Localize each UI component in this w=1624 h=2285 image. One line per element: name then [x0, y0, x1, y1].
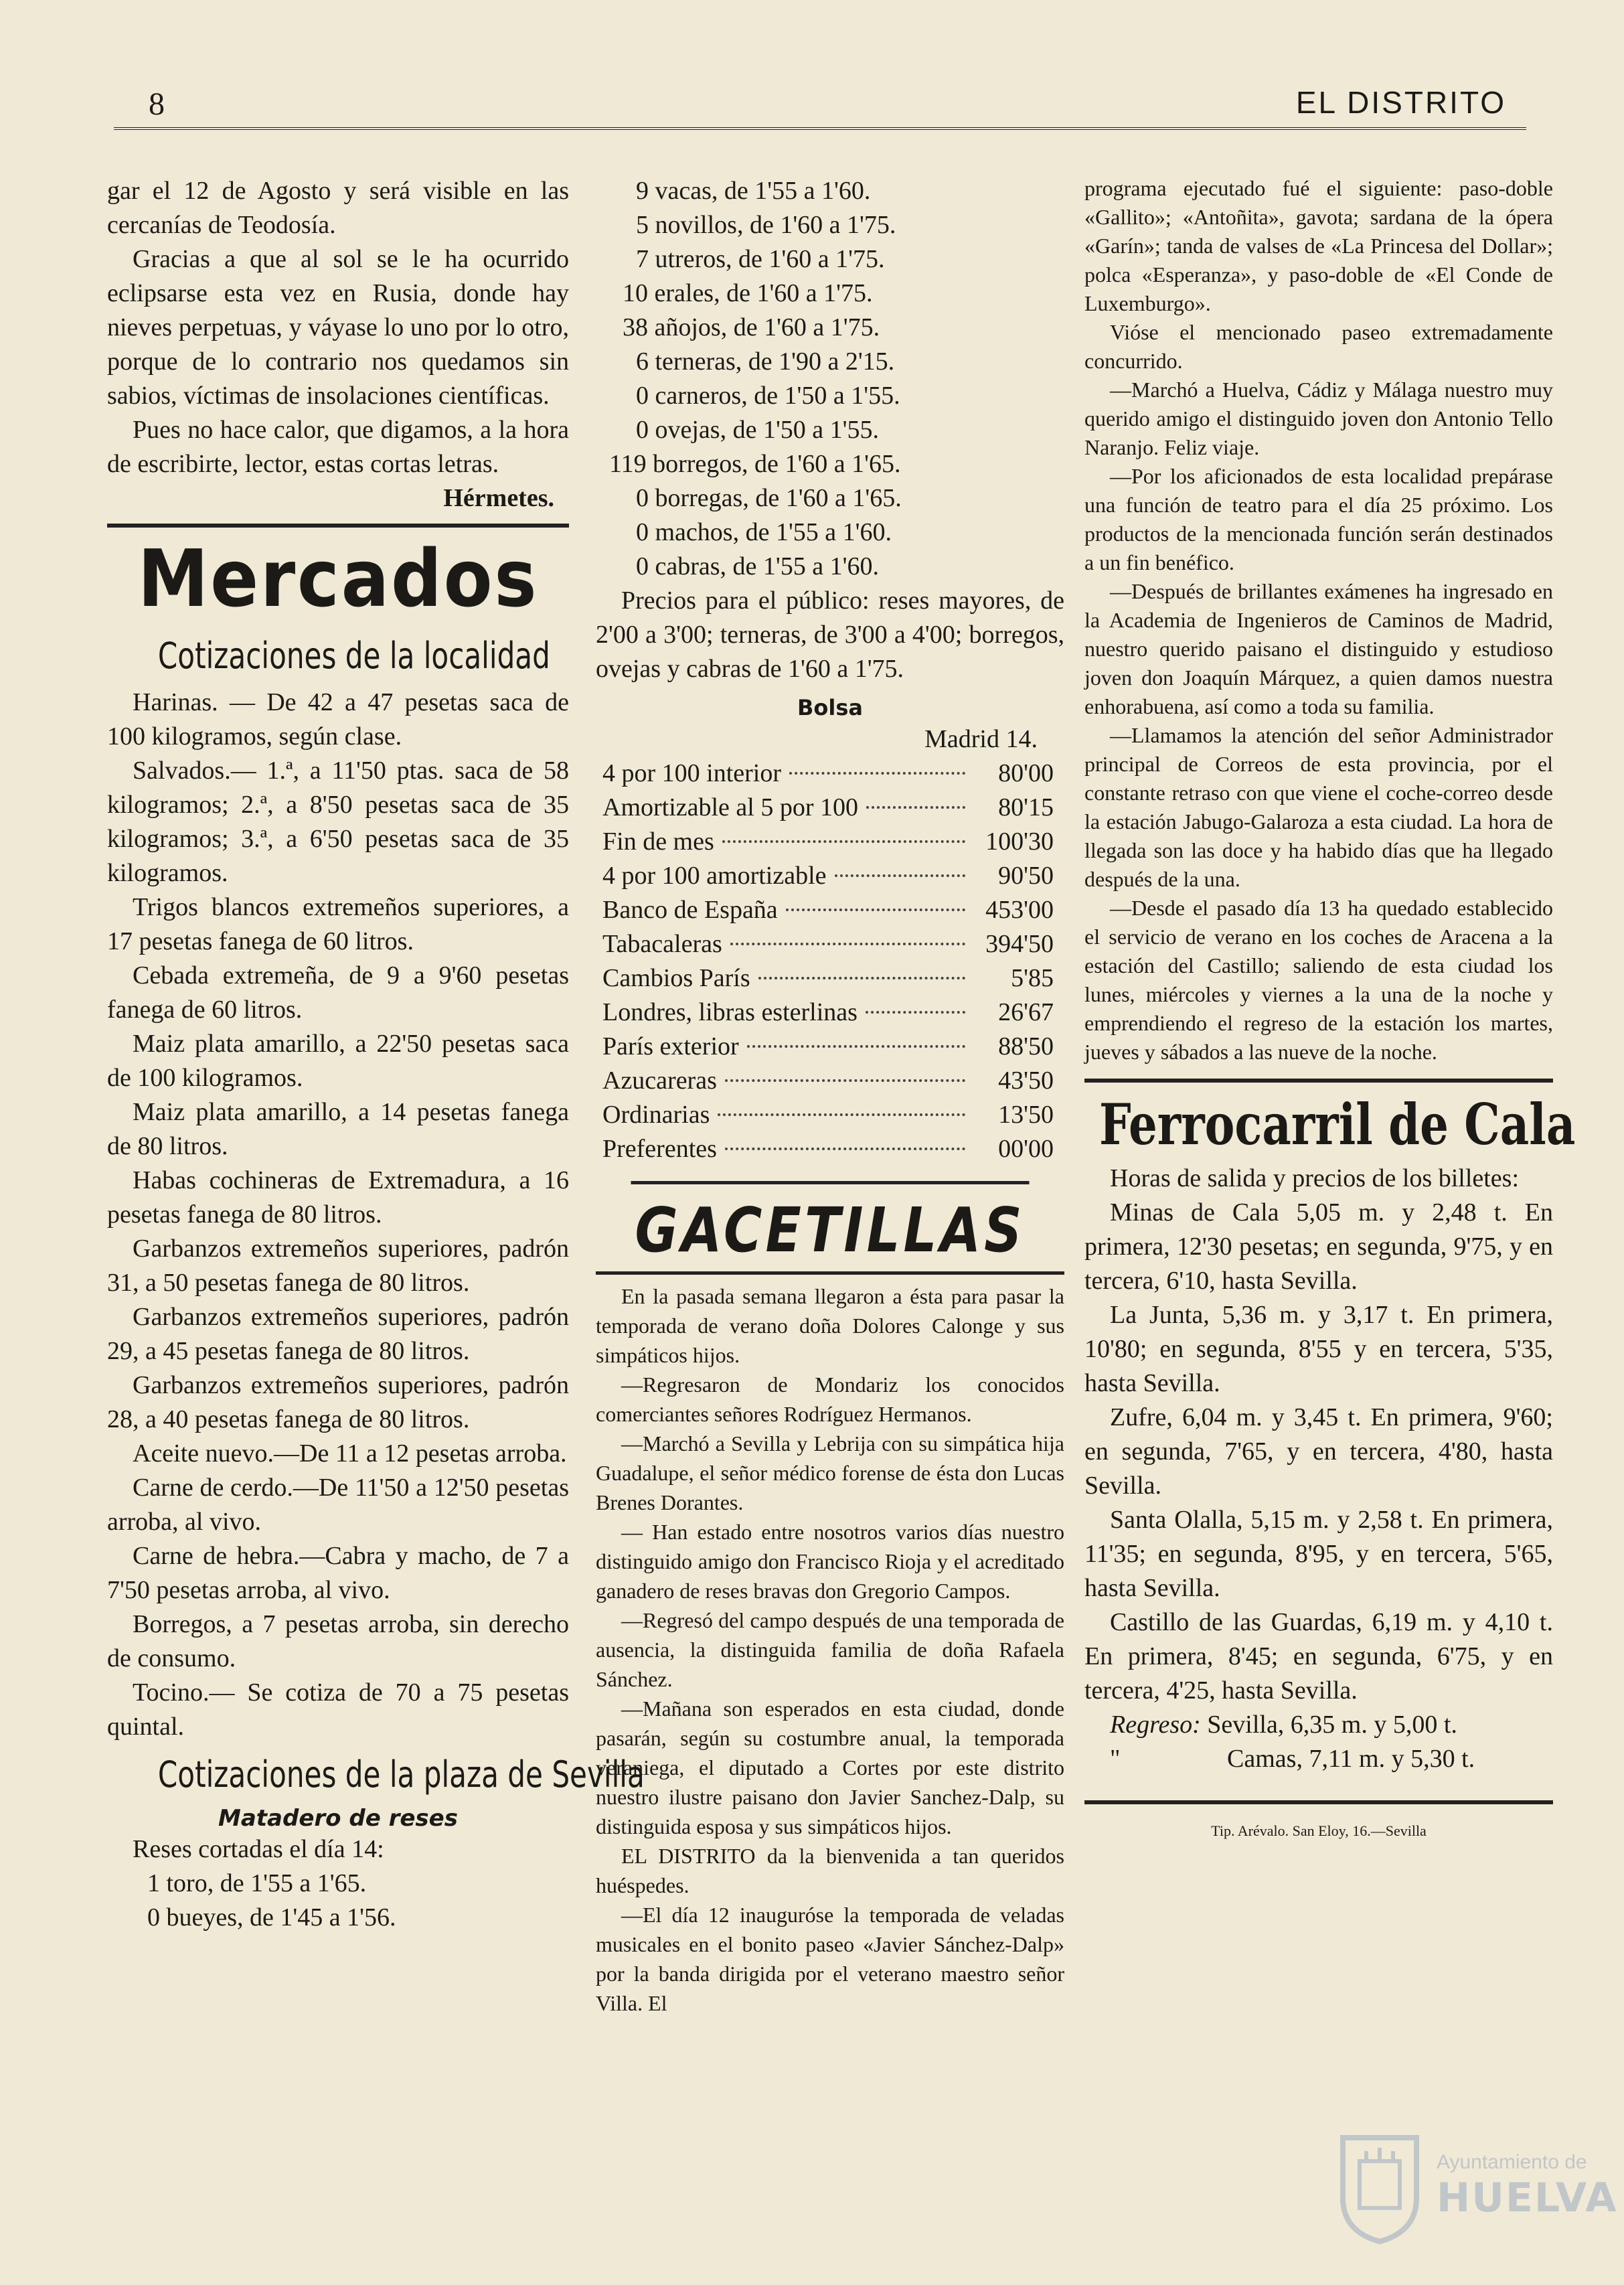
news-item: programa ejecutado fué el siguiente: paso-doble «Gallito»; «Antoñita», gavota; sardana de la ópera «Garín»; tanda de valses de «La Princesa del Dollar»; polca «Esperanza», y paso-doble de «El Conde de Luxemburgo». [1084, 176, 1553, 315]
leader-dots [866, 1011, 965, 1014]
bolsa-date: Madrid 14. [924, 725, 1038, 753]
section-rule [596, 1271, 1064, 1275]
intro-paragraph: Pues no hace calor, que digamos, a la hora de escribirte, lector, estas cortas letras. [107, 416, 569, 478]
regreso-line [1084, 1708, 1553, 1742]
ditto-mark: " [1110, 1745, 1121, 1773]
stock-value: 5'85 [1011, 964, 1054, 992]
column-1 [107, 174, 645, 1935]
train-item: Castillo de las Guardas, 6,19 m. y 4,10 t. En primera, 8'45; en segunda, 6'75, y en tercera, 4'25, hasta Sevilla. [1084, 1608, 1553, 1705]
section-rule [1084, 1079, 1553, 1083]
stock-name: 4 por 100 interior [602, 759, 782, 787]
intro-paragraph: gar el 12 de Agosto y será visible en las cercanías de Teodosía. [107, 177, 569, 239]
local-quotes-heading: Cotizaciones de la localidad [157, 635, 550, 677]
news-item: En la pasada semana llegaron a ésta para pasar la temporada de verano doña Dolores Calonge y sus simpáticos hijos. [596, 1284, 1064, 1367]
cattle-item: 0 cabras, de 1'55 a 1'60. [636, 552, 879, 580]
stock-name: Londres, libras esterlinas [602, 998, 858, 1026]
regreso-camas: Camas, 7,11 m. y 5,30 t. [1227, 1745, 1475, 1773]
section-rule [107, 524, 569, 528]
mercados-heading: Mercados [137, 532, 539, 625]
market-item: Harinas. — De 42 a 47 pesetas saca de 100 kilogramos, según clase. [107, 688, 569, 751]
stock-name: Amortizable al 5 por 100 [602, 793, 859, 821]
leader-dots [789, 772, 965, 775]
regreso-line [1084, 1742, 1553, 1776]
stock-name: Fin de mes [602, 828, 714, 856]
market-item: Maiz plata amarillo, a 14 pesetas fanega de 80 litros. [107, 1098, 569, 1160]
cattle-item: 7 utreros, de 1'60 a 1'75. [636, 245, 885, 273]
news-item: —Por los aficionados de esta localidad prepárase una función de teatro para el día 25 próximo. Los productos de la mencionada función serán destinados a un fin benéfico. [1084, 464, 1553, 574]
cattle-item: 119 borregos, de 1'60 a 1'65. [609, 450, 901, 478]
stock-row [602, 825, 1054, 859]
news-item: EL DISTRITO da la bienvenida a tan queridos huéspedes. [596, 1844, 1064, 1897]
market-item: Salvados.— 1.ª, a 11'50 ptas. saca de 58 kilogramos; 2.ª, a 8'50 pesetas saca de 35 kilogramos; 3.ª, a 6'50 pesetas saca de 35 kilogramos. [107, 757, 569, 887]
signature: Hérmetes. [443, 484, 554, 512]
train-item: Zufre, 6,04 m. y 3,45 t. En primera, 9'60; en segunda, 7'65, y en tercera, 4'80, hasta Sevilla. [1084, 1403, 1553, 1500]
watermark-line2: HUELVA [1437, 2175, 1618, 2221]
stock-name: Tabacaleras [602, 930, 722, 958]
matadero-heading: Matadero de reses [218, 1805, 458, 1832]
stock-value: 26'67 [998, 998, 1054, 1026]
stock-row [602, 757, 1054, 791]
news-item: —Después de brillantes exámenes ha ingresado en la Academia de Ingenieros de Caminos de Madrid, nuestro querido paisano el distinguido y estudioso joven don Joaquín Márquez, a quien damos nuestra enhorabuena, así como a toda su familia. [1084, 579, 1553, 718]
cattle-item: 0 carneros, de 1'50 a 1'55. [636, 382, 900, 410]
page-header [114, 80, 1526, 130]
stock-value: 00'00 [998, 1135, 1054, 1163]
stock-name: Banco de España [602, 896, 778, 924]
watermark-line1: Ayuntamiento de [1437, 2151, 1587, 2173]
cattle-item: 0 borregas, de 1'60 a 1'65. [636, 484, 902, 512]
market-item: Borregos, a 7 pesetas arroba, sin derecho de consumo. [107, 1610, 569, 1672]
stock-name: Preferentes [602, 1135, 717, 1163]
leader-dots [722, 840, 965, 843]
stock-value: 80'00 [998, 759, 1054, 787]
stock-row [602, 893, 1054, 927]
coat-of-arms-icon [1336, 2131, 1423, 2245]
stock-value: 90'50 [998, 862, 1054, 890]
market-item: Trigos blancos extremeños superiores, a 17 pesetas fanega de 60 litros. [107, 893, 569, 955]
cattle-item: 38 añojos, de 1'60 a 1'75. [623, 313, 880, 341]
stock-row [602, 859, 1054, 893]
market-item: Garbanzos extremeños superiores, padrón 31, a 50 pesetas fanega de 80 litros. [107, 1235, 569, 1297]
news-item: —El día 12 inauguróse la temporada de veladas musicales en el bonito paseo «Javier Sánchez-Dalp» por la banda dirigida por el veterano maestro señor Villa. El [596, 1903, 1064, 2015]
cattle-item: 6 terneras, de 1'90 a 2'15. [636, 347, 895, 376]
news-item: Vióse el mencionado paseo extremadamente concurrido. [1084, 320, 1553, 373]
stock-row [602, 927, 1054, 961]
leader-dots [730, 943, 965, 945]
leader-dots [725, 1079, 965, 1082]
cattle-item: 5 novillos, de 1'60 a 1'75. [636, 211, 896, 239]
stock-row [602, 961, 1054, 996]
train-item: Minas de Cala 5,05 m. y 2,48 t. En primera, 12'30 pesetas; en segunda, 9'75, y en tercera, 6'10, hasta Sevilla. [1084, 1198, 1553, 1295]
stock-value: 100'30 [985, 828, 1054, 856]
news-item: —Regresó del campo después de una temporada de ausencia, la distinguida familia de doña Rafaela Sánchez. [596, 1608, 1064, 1691]
train-intro: Horas de salida y precios de los billetes: [1110, 1164, 1520, 1192]
news-item: —Llamamos la atención del señor Administrador principal de Correos de esta provincia, por el constante retraso con que viene el coche-correo desde la estación Jabugo-Galaroza a esta ciudad. La hora de llegada son las doce y ha habido días que ha llegado después de la una. [1084, 723, 1553, 891]
market-item: Tocino.— Se cotiza de 70 a 75 pesetas quintal. [107, 1678, 569, 1741]
leader-dots [718, 1113, 965, 1116]
stock-value: 394'50 [985, 930, 1054, 958]
printer-imprint: Tip. Arévalo. San Eloy, 16.—Sevilla [1084, 1800, 1553, 1845]
stock-name: Ordinarias [602, 1101, 710, 1129]
regreso-label: Regreso: [1110, 1711, 1201, 1739]
cattle-item: 0 ovejas, de 1'50 a 1'55. [636, 416, 880, 444]
stock-row [602, 996, 1054, 1030]
news-item: —Marchó a Sevilla y Lebrija con su simpática hija Guadalupe, el señor médico forense de ésta don Lucas Brenes Dorantes. [596, 1431, 1064, 1514]
train-item: La Junta, 5,36 m. y 3,17 t. En primera, 10'80; en segunda, 8'55 y en tercera, 5'35, hasta Sevilla. [1084, 1301, 1553, 1397]
stock-name: París exterior [602, 1032, 739, 1060]
market-item: Garbanzos extremeños superiores, padrón 28, a 40 pesetas fanega de 80 litros. [107, 1371, 569, 1433]
leader-dots [835, 874, 965, 877]
stock-value: 453'00 [985, 896, 1054, 924]
leader-dots [866, 806, 965, 809]
leader-dots [758, 977, 965, 979]
stock-name: 4 por 100 amortizable [602, 862, 827, 890]
newspaper-name: EL DISTRITO [1295, 85, 1506, 120]
market-item: Aceite nuevo.—De 11 a 12 pesetas arroba. [133, 1439, 567, 1468]
gacetillas-heading: GACETILLAS [631, 1181, 1030, 1267]
stock-name: Azucareras [602, 1067, 717, 1095]
market-item: Habas cochineras de Extremadura, a 16 pesetas fanega de 80 litros. [107, 1166, 569, 1229]
stock-row [602, 1098, 1054, 1132]
gacetillas-body [596, 1281, 1064, 2018]
news-item: —Desde el pasado día 13 ha quedado establecido el servicio de verano en los coches de Aracena a la estación del Castillo; saliendo de esta ciudad los lunes, miércoles y viernes a la una de la noche y emprendiendo el regreso de la estación los martes, jueves y sábados a las nueve de la noche. [1084, 896, 1553, 1064]
market-item: Garbanzos extremeños superiores, padrón 29, a 45 pesetas fanega de 80 litros. [107, 1303, 569, 1365]
news-item: —Mañana son esperados en esta ciudad, donde pasarán, según su costumbre anual, la temporada veraniega, el diputado a Cortes por este distrito nuestro ilustre paisano don Javier Sanchez-Dalp, su distinguida esposa y sus simpáticos hijos. [596, 1697, 1064, 1838]
reses-intro: Reses cortadas el día 14: [133, 1835, 384, 1863]
stock-row [602, 1132, 1054, 1166]
news-item: — Han estado entre nosotros varios días nuestro distinguido amigo don Francisco Rioja y el acreditado ganadero de reses bravas don Gregorio Campos. [596, 1520, 1064, 1603]
train-item: Santa Olalla, 5,15 m. y 2,58 t. En primera, 11'35; en segunda, 8'95, y en tercera, 5'65, hasta Sevilla. [1084, 1506, 1553, 1602]
market-item: Carne de hebra.—Cabra y macho, de 7 a 7'50 pesetas arroba, al vivo. [107, 1542, 569, 1604]
cattle-item: 10 erales, de 1'60 a 1'75. [623, 279, 873, 307]
stock-name: Cambios París [602, 964, 750, 992]
stock-value: 80'15 [998, 793, 1054, 821]
train-schedule [1084, 1162, 1553, 1776]
market-item: Maiz plata amarillo, a 22'50 pesetas saca de 100 kilogramos. [107, 1030, 569, 1092]
stock-value: 88'50 [998, 1032, 1054, 1060]
bolsa-heading: Bolsa [797, 695, 863, 720]
sevilla-quotes-heading: Cotizaciones de la plaza de Sevilla [157, 1753, 645, 1796]
leader-dots [786, 909, 965, 911]
public-prices: Precios para el público: reses mayores, de 2'00 a 3'00; terneras, de 3'00 a 4'00; borregos, ovejas y cabras de 1'60 a 1'75. [596, 586, 1064, 683]
ferrocarril-heading: Ferrocarril de Cala [1099, 1091, 1576, 1158]
cattle-item: 0 machos, de 1'55 a 1'60. [636, 518, 892, 546]
cattle-item: 1 toro, de 1'55 a 1'65. [147, 1869, 367, 1897]
leader-dots [747, 1045, 965, 1048]
stock-row [602, 1064, 1054, 1098]
news-item: —Regresaron de Mondariz los conocidos comerciantes señores Rodríguez Hermanos. [596, 1372, 1064, 1426]
leader-dots [725, 1148, 965, 1150]
regreso-sevilla: Sevilla, 6,35 m. y 5,00 t. [1207, 1711, 1457, 1739]
page-number: 8 [149, 86, 165, 122]
archive-watermark [1336, 2104, 1618, 2258]
market-item: Carne de cerdo.—De 11'50 a 12'50 pesetas arroba, al vivo. [107, 1474, 569, 1536]
cattle-item: 0 bueyes, de 1'45 a 1'56. [147, 1903, 396, 1932]
market-item: Cebada extremeña, de 9 a 9'60 pesetas fanega de 60 litros. [107, 961, 569, 1024]
stock-row [602, 791, 1054, 825]
stock-row [602, 1030, 1054, 1064]
stock-value: 43'50 [998, 1067, 1054, 1095]
intro-paragraph: Gracias a que al sol se le ha ocurrido eclipsarse esta vez en Rusia, donde hay nieves perpetuas, y váyase lo uno por lo otro, porque de lo contrario nos quedamos sin sabios, víctimas de insolaciones científicas. [107, 245, 569, 410]
stock-value: 13'50 [998, 1101, 1054, 1129]
column-3 [1084, 174, 1576, 1845]
column-2 [596, 174, 1064, 2018]
news-item: —Marchó a Huelva, Cádiz y Málaga nuestro muy querido amigo el distinguido joven don Antonio Tello Naranjo. Feliz viaje. [1084, 378, 1553, 459]
cattle-item: 9 vacas, de 1'55 a 1'60. [636, 177, 871, 205]
